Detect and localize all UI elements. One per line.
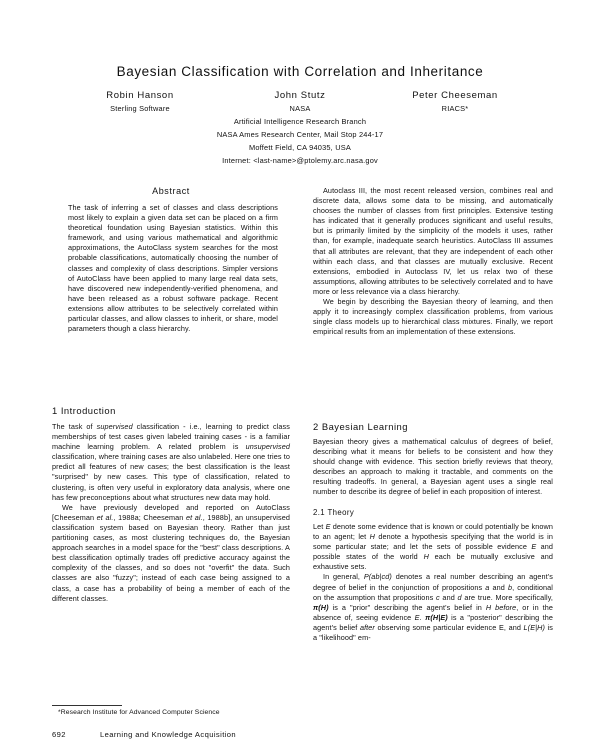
theory-paragraph-2: In general, P(ab|cd) denotes a real number describing an agent's degree of belief in the conjunction of propositions a and b, conditional on the assumption that propositions c and d are true. More specifically, π(H) is a "prior" describing the agent's belief in H before, or in the absence of, seeing evidence E. π(H|E) is a "posterior" describing the agent's belief after observing some particular evidence E, and L(E|H) is a "likelihood" em-	[313, 572, 554, 643]
abstract-paragraph: The task of inferring a set of classes and class descriptions most likely to explain a given data set can be placed on a firm theoretical foundation using Bayesian statistics. Within this framework, and using various mathematical and algorithmic approximations, the AutoClass system searches for the most probable classifications, automatically choosing the number of classes and complexity of class descriptions. Simpler versions of AutoClass have been applied to many large real data sets, have discovered new independently-verified phenomena, and have been released as a robust software package. Recent extensions allow attributes to be selectively correlated within particular classes, and allow classes to inherit, or share, model parameters though a class hierarchy.	[68, 203, 278, 334]
intro-paragraph-1: The task of supervised classification - i.e., learning to predict class memberships of test cases given labeled training cases - is a familiar machine learning problem. A related problem is unsupervised classification, where training cases are also unlabeled. Here one tries to predict all features of new cases; the best classification is the least "surprised" by new cases. This type of classification, related to clustering, is often very useful in exploratory data analysis, where one has few preconceptions about what structures new data may hold.	[52, 422, 290, 502]
section-2-heading: 2 Bayesian Learning	[313, 421, 408, 432]
author-affiliation: Sterling Software	[110, 104, 170, 113]
right-intro-paragraph-2: We begin by describing the Bayesian theory of learning, and then apply it to increasingly complex classification problems, from various single class models up to hierarchical class mixtures. Finally, we report empirical results from an implementation of these extensions.	[313, 297, 553, 337]
author-affiliation: NASA	[289, 104, 311, 113]
institution-line: NASA Ames Research Center, Mail Stop 244-17	[216, 130, 384, 139]
institution-line: Artificial Intelligence Research Branch	[233, 117, 367, 126]
right-intro-paragraph-1: Autoclass III, the most recent released version, combines real and discrete data, allows some data to be missing, and automatically chooses the number of classes from first principles. Extensive testing has indicated that it generally produces significant and useful results, but is primarily limited by the simplicity of the models it uses, rather than, for example, inadequate search heuristics. AutoClass III assumes that all attributes are relevant, that they are independent of each other within each class, and that classes are mutually exclusive. Recent extensions, embodied in Autoclass IV, let us relax two of these assumptions, allowing attributes to be selectively correlated and to have more or less relevance via a class hierarchy.	[313, 186, 553, 296]
theory-paragraph-1: Let E denote some evidence that is known or could potentially be known to an agent; let H denote a hypothesis specifying that the world is in some particular state; and let the sets of possible evidence E and possible states of the world H each be mutually exclusive and exhaustive sets.	[313, 522, 553, 572]
page-number: 692	[52, 730, 66, 739]
abstract-text	[68, 203, 278, 334]
section-2-paragraph: Bayesian theory gives a mathematical calculus of degrees of belief, describing what it means for beliefs to be consistent and how they should change with evidence. This section briefly reviews that theory, describes an approach to making it tractable, and comments on the resulting tradeoffs. In general, a Bayesian agent uses a single real number to describe its degree of belief in each proposition of interest.	[313, 437, 553, 497]
section-2-1-body	[313, 522, 553, 643]
author-name: Robin Hanson	[106, 90, 174, 101]
venue-footer: Learning and Knowledge Acquisition	[100, 730, 237, 739]
section-1-body	[52, 422, 290, 604]
section-2-1-heading: 2.1 Theory	[313, 508, 355, 517]
section-1-heading: 1 Introduction	[52, 405, 116, 416]
section-2-body	[313, 437, 553, 498]
footnote: *Research Institute for Advanced Computer Science	[58, 709, 220, 716]
institution-email: Internet: <last-name>@ptolemy.arc.nasa.gov	[222, 156, 378, 165]
author-affiliation: RIACS*	[441, 104, 469, 113]
institution-line: Moffett Field, CA 94035, USA	[248, 143, 351, 152]
intro-paragraph-2: We have previously developed and reported on AutoClass [Cheeseman et al., 1988a; Cheeseman et al., 1988b], an unsupervised classification system based on Bayesian theory. Rather than just partitioning cases, as most clustering techniques do, the Bayesian approach searches in a model space for the "best" class descriptions. A best classification optimally trades off predictive accuracy against the complexity of the classes, and so does not "overfit" the data. Such classes are also "fuzzy"; instead of each case being assigned to a class, a case has a probability of being a member of each of the different classes.	[52, 502, 290, 603]
author-name: Peter Cheeseman	[412, 90, 498, 101]
footnote-rule	[52, 705, 122, 706]
paper-title: Bayesian Classification with Correlation and Inheritance	[116, 64, 484, 79]
author-name: John Stutz	[274, 90, 326, 101]
right-intro-body	[313, 186, 553, 337]
abstract-heading: Abstract	[152, 186, 190, 196]
